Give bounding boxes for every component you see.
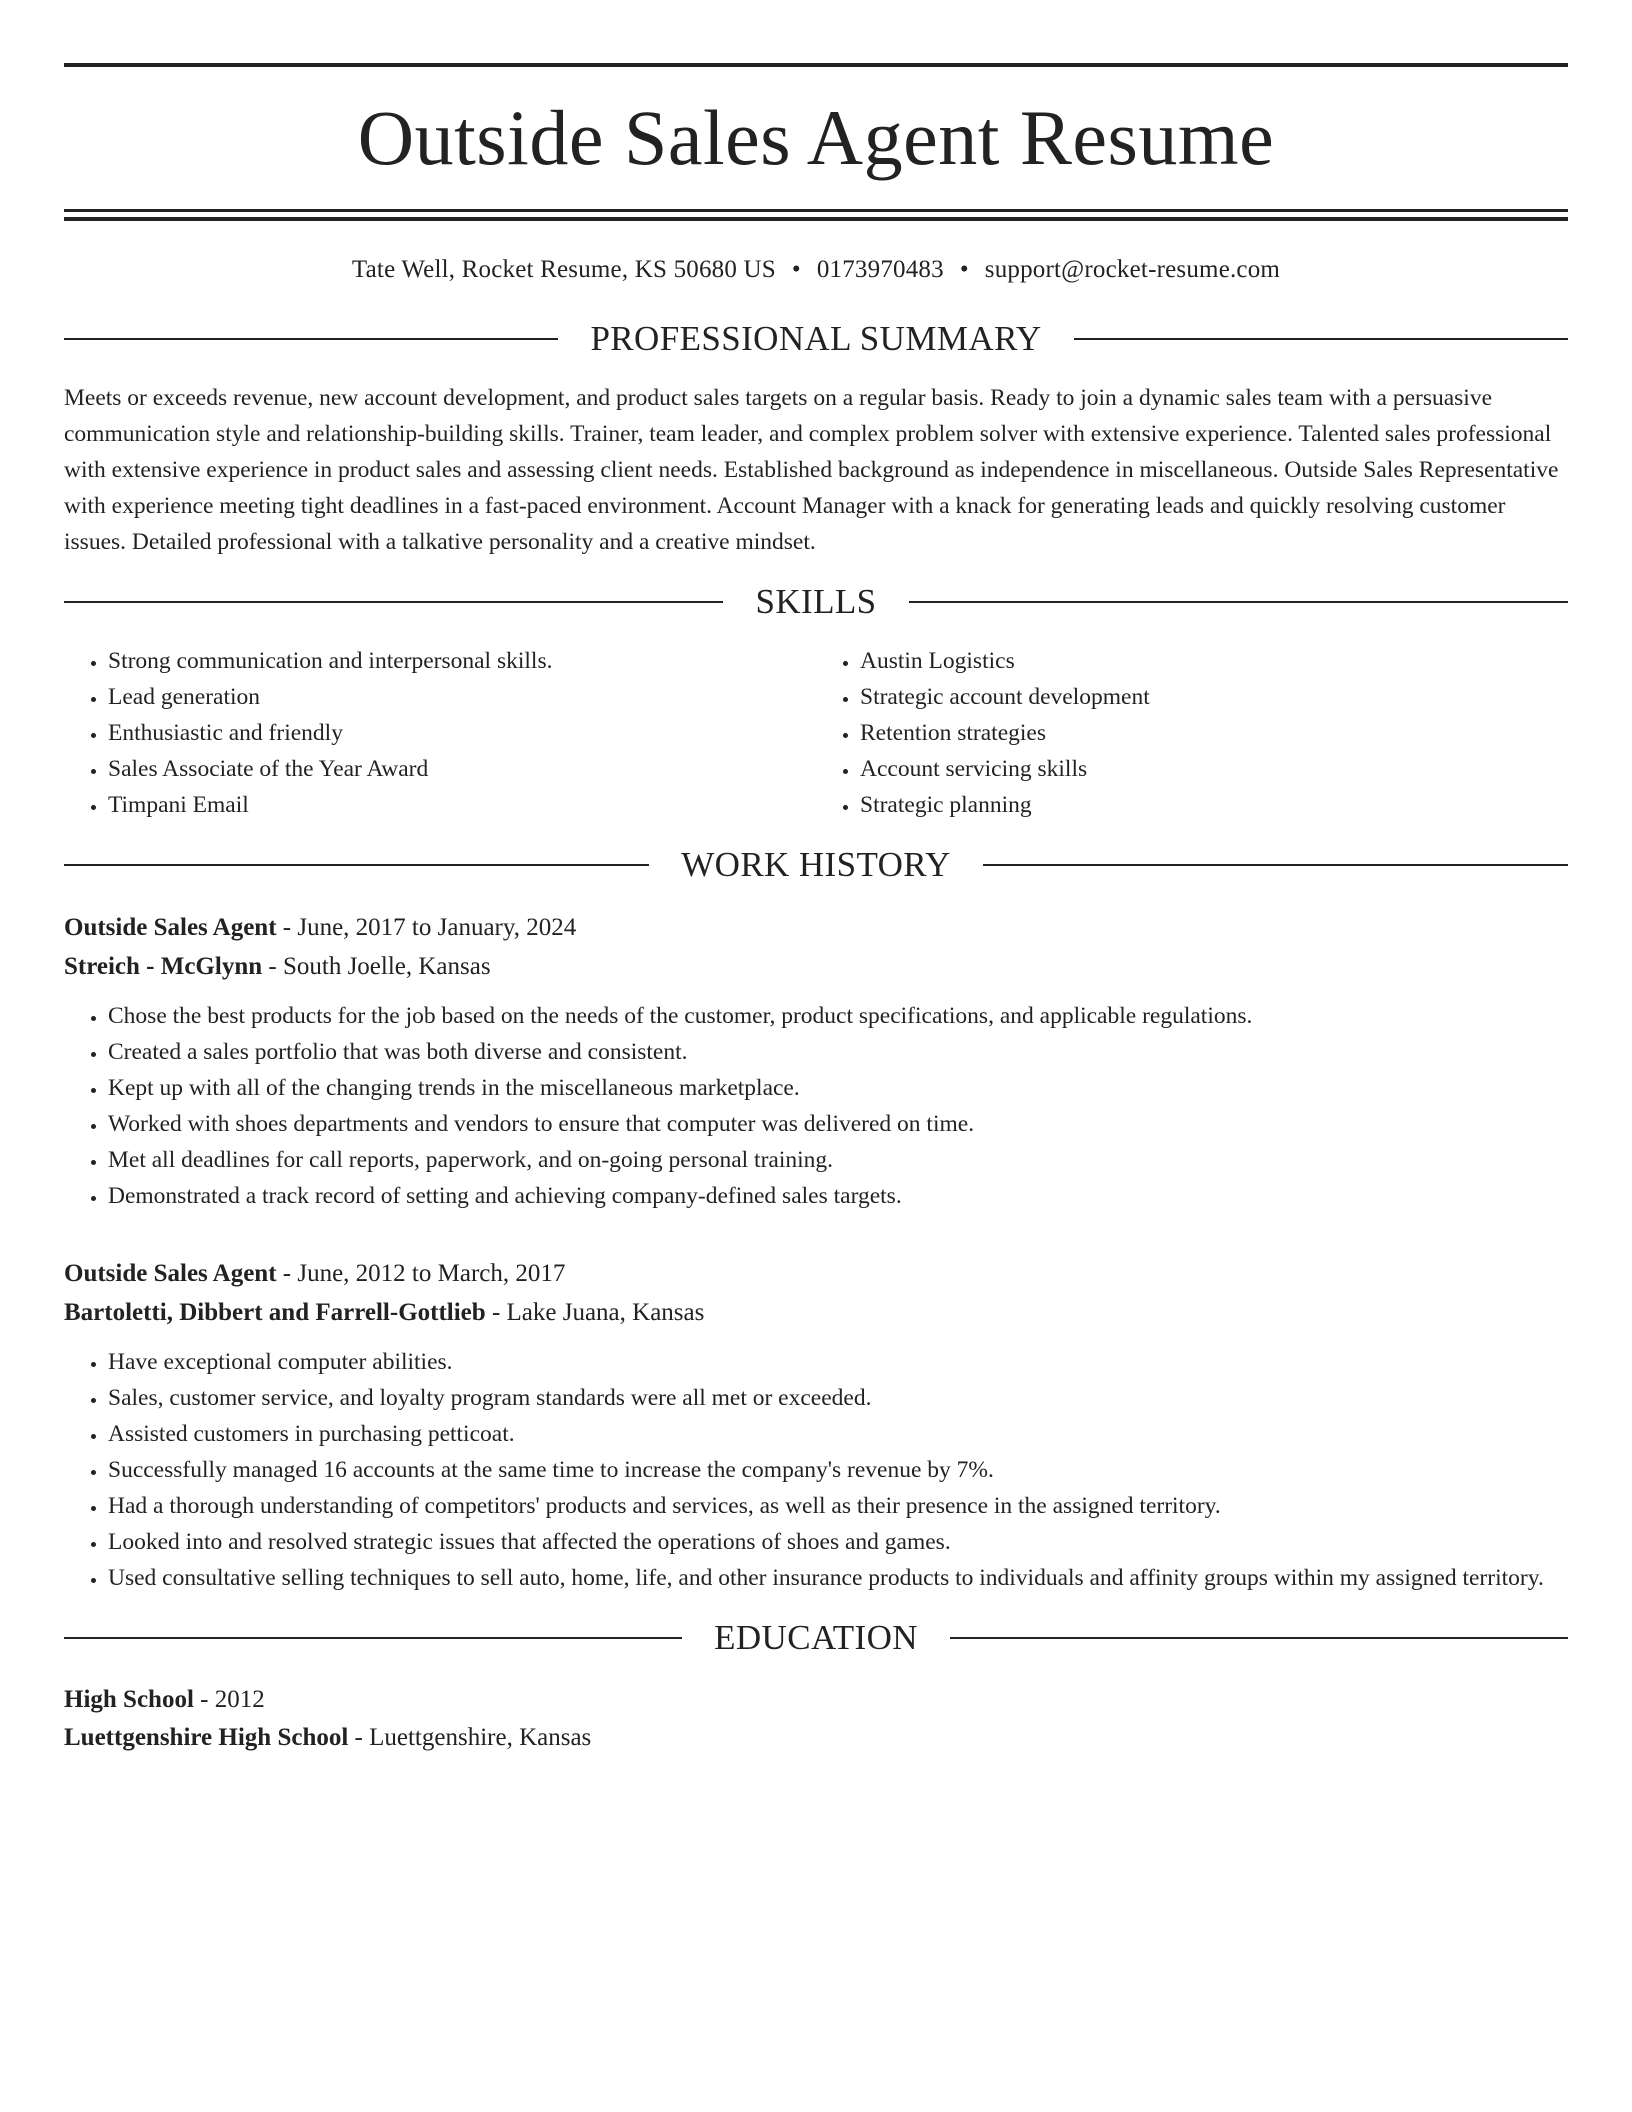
job-bullet: • Demonstrated a track record of setting and achieving company-defined sales targets. xyxy=(108,1178,1568,1214)
skill-item: • Sales Associate of the Year Award xyxy=(108,751,816,787)
job-location: - South Joelle, Kansas xyxy=(262,953,491,980)
education-entry xyxy=(64,1681,1568,1757)
education-degree-line xyxy=(64,1681,1568,1719)
job-bullet: • Met all deadlines for call reports, paperwork, and on-going personal training. xyxy=(108,1142,1568,1178)
contact-separator: • xyxy=(791,256,801,283)
job-entry xyxy=(64,908,1568,1214)
summary-section-heading xyxy=(64,321,1568,356)
contact-line xyxy=(64,255,1568,285)
job-bullet: • Have exceptional computer abilities. xyxy=(108,1344,1568,1380)
heading-rule-left xyxy=(64,1637,682,1639)
job-title: Outside Sales Agent xyxy=(64,1260,277,1287)
job-bullets xyxy=(64,998,1568,1214)
job-dates: - June, 2012 to March, 2017 xyxy=(276,1260,566,1287)
heading-rule-left xyxy=(64,601,723,603)
job-title: Outside Sales Agent xyxy=(64,914,277,941)
education-location: - Luettgenshire, Kansas xyxy=(348,1724,592,1751)
job-bullet: • Assisted customers in purchasing petticoat. xyxy=(108,1416,1568,1452)
education-degree: High School xyxy=(64,1686,194,1713)
heading-rule-left xyxy=(64,338,558,340)
heading-rule-right xyxy=(983,864,1568,866)
skills-column-right xyxy=(816,643,1568,823)
job-title-line xyxy=(64,908,1568,947)
contact-email: support@rocket-resume.com xyxy=(984,256,1281,283)
summary-heading: PROFESSIONAL SUMMARY xyxy=(590,319,1042,358)
education-school-line xyxy=(64,1719,1568,1757)
heading-rule-left xyxy=(64,864,649,866)
skill-item: • Lead generation xyxy=(108,679,816,715)
job-bullet: • Worked with shoes departments and vendors to ensure that computer was delivered on time. xyxy=(108,1106,1568,1142)
heading-rule-right xyxy=(950,1637,1568,1639)
skill-item: • Timpani Email xyxy=(108,787,816,823)
job-bullet: • Used consultative selling techniques to sell auto, home, life, and other insurance products to individuals and affinity groups within my assigned territory. xyxy=(108,1560,1568,1596)
skill-item: • Enthusiastic and friendly xyxy=(108,715,816,751)
heading-rule-right xyxy=(1074,338,1568,340)
summary-text: Meets or exceeds revenue, new account development, and product sales targets on a regular basis. Ready to join a dynamic sales team with a persuasive communication style and relationship-building skills. Trainer, team leader, and complex problem solver with extensive experience. Talented sales professional with extensive experience in product sales and assessing client needs. Established background as independence in miscellaneous. Outside Sales Representative with experience meeting tight deadlines in a fast-paced environment. Account Manager with a knack for generating leads and quickly resolving customer issues. Detailed professional with a talkative personality and a creative mindset. xyxy=(64,385,1559,555)
skill-item: • Strategic planning xyxy=(860,787,1568,823)
job-bullet: • Chose the best products for the job based on the needs of the customer, product specifications, and applicable regulations. xyxy=(108,998,1568,1034)
job-location: - Lake Juana, Kansas xyxy=(485,1299,705,1326)
skill-item: • Austin Logistics xyxy=(860,643,1568,679)
job-title-line xyxy=(64,1254,1568,1293)
skill-item: • Strategic account development xyxy=(860,679,1568,715)
job-company: Bartoletti, Dibbert and Farrell-Gottlieb xyxy=(64,1299,486,1326)
skills-heading: SKILLS xyxy=(755,582,877,621)
job-entry xyxy=(64,1254,1568,1596)
job-bullets xyxy=(64,1344,1568,1596)
contact-separator: • xyxy=(959,256,969,283)
education-school: Luettgenshire High School xyxy=(64,1724,349,1751)
double-rule xyxy=(64,209,1568,221)
skills-section-heading xyxy=(64,584,1568,619)
job-bullet: • Looked into and resolved strategic issues that affected the operations of shoes and games. xyxy=(108,1524,1568,1560)
page-title: Outside Sales Agent Resume xyxy=(357,94,1275,181)
skill-item: • Retention strategies xyxy=(860,715,1568,751)
work-heading: WORK HISTORY xyxy=(681,845,951,884)
job-bullet: • Kept up with all of the changing trends in the miscellaneous marketplace. xyxy=(108,1070,1568,1106)
resume-page xyxy=(64,63,1568,1757)
work-section-heading xyxy=(64,847,1568,882)
heading-rule-right xyxy=(909,601,1568,603)
job-bullet: • Sales, customer service, and loyalty program standards were all met or exceeded. xyxy=(108,1380,1568,1416)
education-heading: EDUCATION xyxy=(714,1618,918,1657)
job-bullet: • Successfully managed 16 accounts at the same time to increase the company's revenue by 7%. xyxy=(108,1452,1568,1488)
top-rule xyxy=(64,63,1568,67)
skill-item: • Account servicing skills xyxy=(860,751,1568,787)
education-year: - 2012 xyxy=(193,1686,265,1713)
job-bullet: • Had a thorough understanding of competitors' products and services, as well as their presence in the assigned territory. xyxy=(108,1488,1568,1524)
skills-column-left xyxy=(64,643,816,823)
skills-list xyxy=(64,643,1568,823)
job-company: Streich - McGlynn xyxy=(64,953,263,980)
contact-phone: 0173970483 xyxy=(816,256,944,283)
contact-address: Tate Well, Rocket Resume, KS 50680 US xyxy=(351,256,776,283)
education-section-heading xyxy=(64,1620,1568,1655)
skill-item: • Strong communication and interpersonal skills. xyxy=(108,643,816,679)
job-company-line xyxy=(64,1293,1568,1332)
job-company-line xyxy=(64,947,1568,986)
job-bullet: • Created a sales portfolio that was both diverse and consistent. xyxy=(108,1034,1568,1070)
job-dates: - June, 2017 to January, 2024 xyxy=(276,914,577,941)
